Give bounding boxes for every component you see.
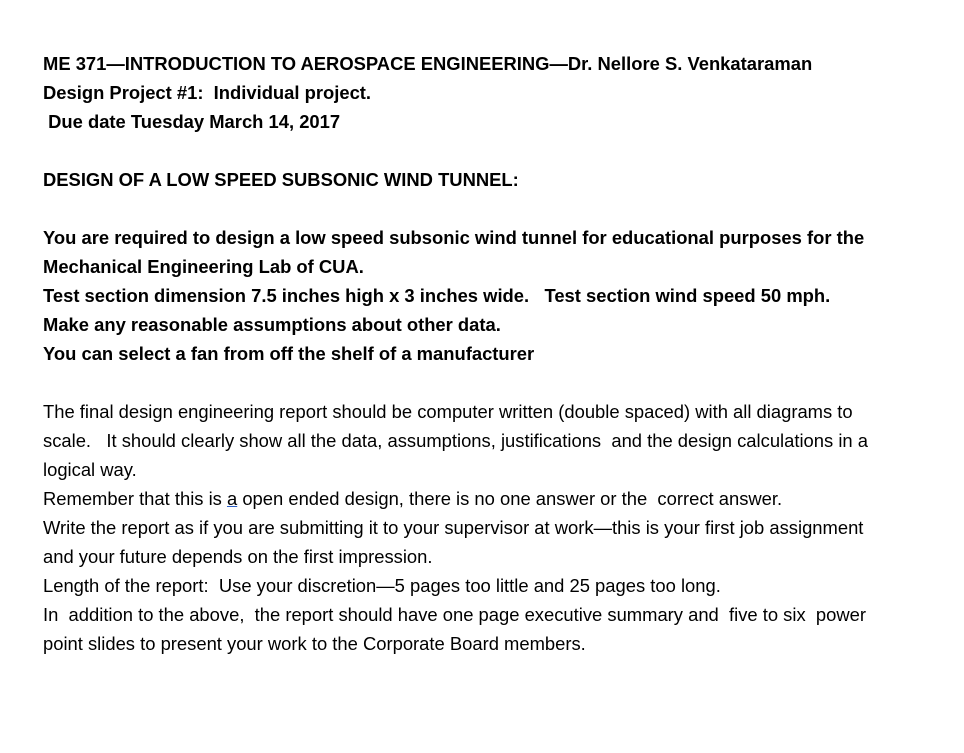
spacer (43, 136, 964, 165)
instruction-line: Write the report as if you are submitting it to your supervisor at work—this is your first job assignment (43, 517, 864, 538)
flagged-word: a (226, 488, 238, 509)
instruction-line: and your future depends on the first impression. (43, 546, 433, 567)
instruction-line: In addition to the above, the report should have one page executive summary and five to six power (43, 604, 866, 625)
project-title: DESIGN OF A LOW SPEED SUBSONIC WIND TUNNEL: (43, 169, 519, 190)
instruction-line: scale. It should clearly show all the data, assumptions, justifications and the design calculations in a (43, 430, 868, 451)
requirement-line: Mechanical Engineering Lab of CUA. (43, 256, 364, 277)
course-heading: ME 371—INTRODUCTION TO AEROSPACE ENGINEERING—Dr. Nellore S. Venkataraman (43, 53, 813, 74)
instruction-line: logical way. (43, 459, 137, 480)
spacer (43, 368, 964, 397)
spacer (43, 194, 964, 223)
project-line: Design Project #1: Individual project. (43, 82, 372, 103)
instruction-text: Remember that this is (43, 488, 227, 509)
requirement-line: You can select a fan from off the shelf of a manufacturer (43, 343, 535, 364)
instruction-line (43, 484, 964, 513)
document-page (43, 49, 964, 658)
instruction-text: open ended design, there is no one answer or the correct answer. (237, 488, 783, 509)
requirement-line: Make any reasonable assumptions about other data. (43, 314, 501, 335)
requirement-line: You are required to design a low speed subsonic wind tunnel for educational purposes for the (43, 227, 865, 248)
instruction-line: point slides to present your work to the Corporate Board members. (43, 633, 586, 654)
instruction-line: Length of the report: Use your discretion—5 pages too little and 25 pages too long. (43, 575, 721, 596)
due-date-line: Due date Tuesday March 14, 2017 (43, 111, 341, 132)
instruction-line: The final design engineering report should be computer written (double spaced) with all diagrams to (43, 401, 853, 422)
requirement-line: Test section dimension 7.5 inches high x 3 inches wide. Test section wind speed 50 mph. (43, 285, 831, 306)
